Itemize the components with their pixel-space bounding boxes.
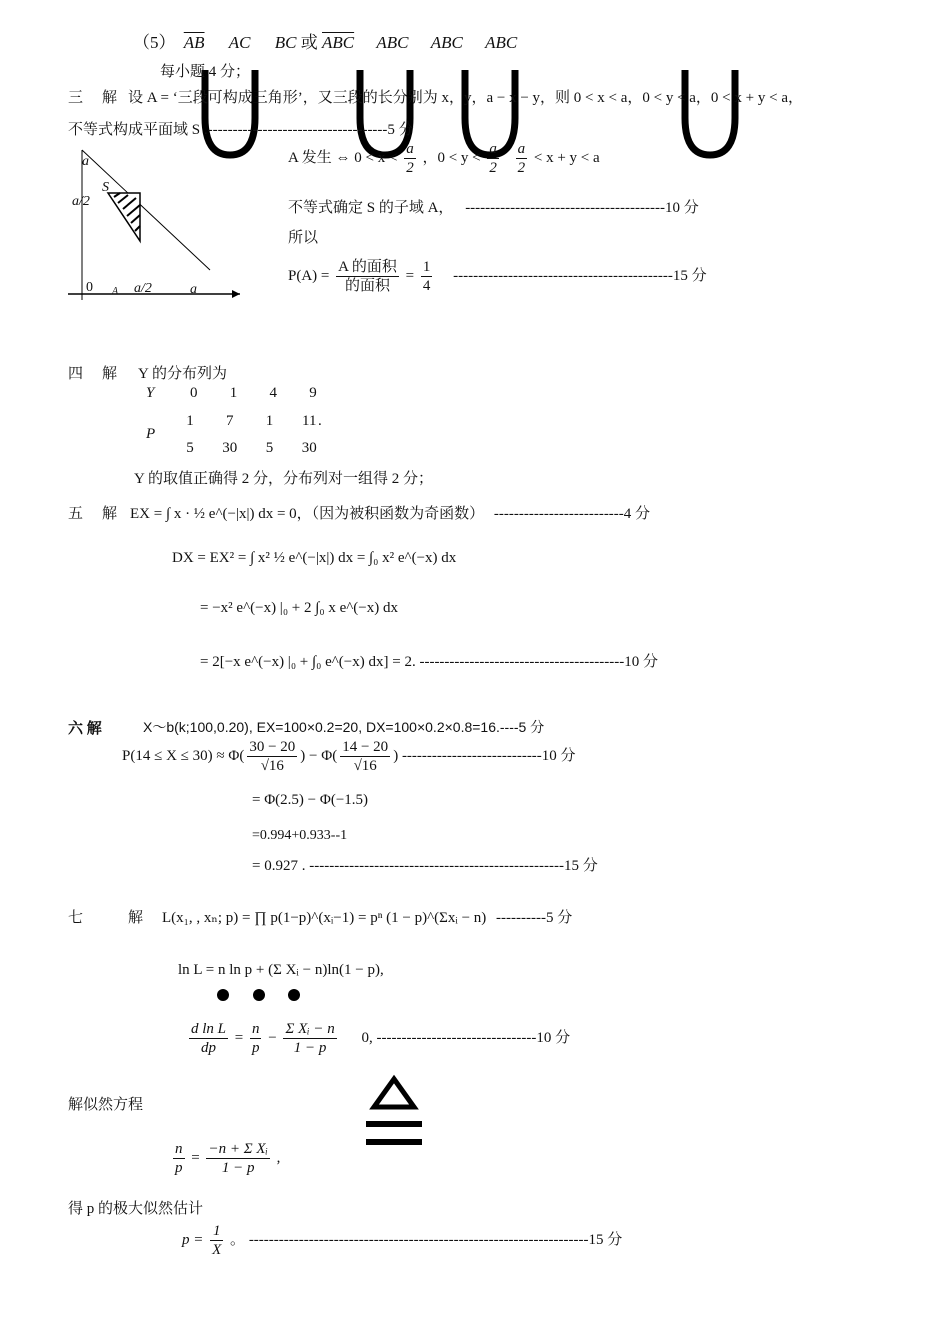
fig-y-a2: a/2: [72, 194, 90, 209]
dlnl-minus: −: [268, 1029, 277, 1046]
subdomain-text: 不等式确定 S 的子域 A，: [288, 200, 454, 216]
section3-jie: 解: [102, 90, 118, 106]
p-den-row: [172, 440, 327, 457]
subdomain-score: ----------------------------------------10 分: [465, 200, 699, 216]
normal-end: ): [393, 747, 399, 764]
p-num-row: [172, 413, 327, 430]
p-num: 7: [226, 413, 234, 429]
y-value: 0: [190, 385, 198, 401]
eq-comma: ,: [276, 1149, 281, 1166]
part5-num: （5）: [133, 33, 176, 52]
frac-num: a: [489, 141, 497, 157]
frac-num: 30 − 20: [249, 739, 296, 755]
frac-num: n: [251, 1021, 260, 1037]
frac-num: −n + Σ Xᵢ: [208, 1141, 268, 1157]
section7-line2: ln L = n ln p + (Σ Xᵢ − n)ln(1 − p),: [178, 962, 384, 978]
prob-num: A 的面积: [338, 259, 397, 275]
section7-line4: [170, 1140, 280, 1177]
part5-item: 或: [300, 33, 318, 52]
eq-rhs-frac: [206, 1140, 269, 1177]
cond-mid: ，0 < y <: [422, 149, 481, 166]
estimate-frac: [210, 1222, 223, 1259]
section3-probability: [288, 258, 707, 295]
prob-score: --------------------------------------------15 分: [453, 267, 707, 284]
prob-frac: [336, 258, 399, 295]
dx-result: = 2[−x e^(−x) |₀ + ∫₀ e^(−x) dx] = 2.: [200, 654, 416, 670]
n-over-p: [250, 1020, 262, 1057]
prob-eq: =: [405, 267, 415, 284]
frac-den: 2: [406, 160, 414, 176]
section7-num: 七: [68, 910, 84, 926]
estimate-dot: 。: [230, 1231, 246, 1248]
prob-val-num: 1: [422, 259, 431, 275]
section5-line2: DX = EX² = ∫ x² ½ e^(−|x|) dx = ∫₀ x² e^(−x) dx: [172, 550, 457, 566]
section7-jie-fangcheng: 解似然方程: [68, 1097, 144, 1113]
p-den: 30: [222, 440, 238, 456]
section3-line1: 设 A = ‘三段可构成三角形’，又三段的长分别为 x，y，a − x − y，则 0 < x < a，0 < y < a，0 < x + y < a，: [128, 90, 803, 106]
section3-subdomain: [288, 196, 699, 217]
p-label: P: [146, 426, 156, 442]
section3-suoyi: 所以: [288, 230, 319, 246]
section5-line4: [200, 650, 658, 671]
bullet-dots: [210, 985, 310, 1005]
dlnl-eq: =: [234, 1029, 244, 1046]
prob-lhs: P(A) =: [288, 267, 330, 284]
p-num: 1: [186, 413, 194, 429]
sum-frac: [283, 1020, 336, 1057]
frac-num: a: [517, 141, 526, 157]
section3-line2: [68, 118, 414, 139]
y-value: 1: [229, 385, 238, 401]
section7-line1: [162, 906, 572, 927]
p-den: 5: [186, 440, 194, 456]
estimate-score: --------------------------------------------------------------------15 分: [248, 1231, 623, 1248]
frac-num: n: [175, 1141, 183, 1157]
frac-num: 1: [210, 1222, 223, 1241]
section5-line1: [130, 502, 650, 523]
eq-lhs-frac: [173, 1140, 185, 1177]
y-row: [146, 385, 331, 402]
section5-num: 五: [68, 506, 84, 522]
fig-s-label: S: [102, 180, 109, 195]
normal-frac-1: [247, 738, 297, 775]
dlnl-den: dp: [201, 1040, 216, 1056]
eq-sign: =: [191, 1149, 200, 1166]
cond-frac-1: [404, 140, 416, 177]
p-num: 1: [265, 413, 274, 429]
p-den: 5: [265, 440, 274, 456]
normal-lhs: P(14 ≤ X ≤ 30) ≈ Φ(: [122, 747, 245, 764]
normal-mid: ) − Φ(: [300, 747, 338, 764]
cond-end: < x + y < a: [533, 149, 600, 166]
section6-line1: X～b(k;100,0.20), EX=100×0.2=20, DX=100×0.2×0.8=16.----5 分: [143, 719, 545, 735]
part5-item: $\overline{AB}$: [183, 33, 205, 52]
part5-item: ABC: [485, 33, 518, 52]
dx-score: -----------------------------------------10 分: [419, 654, 659, 670]
section4-intro: Y 的分布列为: [138, 366, 228, 382]
part5-item: $\overline{ABC}$: [322, 33, 355, 52]
part5-item: BC: [274, 33, 297, 52]
frac-den: √16: [353, 758, 377, 774]
fig-x-0: 0: [86, 280, 93, 295]
likelihood-score: ----------5 分: [496, 910, 573, 926]
prob-den: 的面积: [345, 278, 391, 294]
section7-jie: 解: [128, 910, 144, 926]
part5-line: [133, 28, 517, 53]
section6-num: 六 解: [68, 721, 102, 737]
y-value: 4: [269, 385, 277, 401]
part5-item: ABC: [376, 33, 409, 52]
dist-period: .: [318, 413, 322, 429]
cond-frac-3: [516, 140, 528, 177]
part5-item: ABC: [430, 33, 463, 52]
section5-jie: 解: [102, 506, 118, 522]
frac-den: p: [175, 1160, 183, 1176]
section3-line2-score: ------------------------------------5 分: [207, 122, 414, 138]
part5-item: AC: [228, 33, 251, 52]
frac-num: 14 − 20: [342, 739, 389, 755]
dlnl-num: d ln L: [191, 1021, 227, 1037]
ex-score: --------------------------4 分: [493, 506, 651, 522]
sum-num: Σ Xᵢ − n: [285, 1021, 335, 1037]
section3-line2-text: 不等式构成平面域 S .: [68, 122, 208, 138]
sum-den: 1 − p: [293, 1040, 327, 1056]
section4-num: 四: [68, 366, 84, 382]
p-num: 11: [302, 413, 317, 429]
part5-score-note: 每小题 4 分；: [160, 64, 251, 80]
y-value: 9: [309, 385, 317, 401]
section3-num: 三: [68, 90, 84, 106]
section4-jie: 解: [102, 366, 118, 382]
normal-result: = 0.927 .: [252, 858, 306, 874]
prob-val-den: 4: [422, 278, 431, 294]
cond-frac-2: [487, 140, 499, 177]
prob-val-frac: [421, 258, 433, 295]
section7-line3: [186, 1020, 570, 1057]
section5-line3: = −x² e^(−x) |₀ + 2 ∫₀ x e^(−x) dx: [200, 600, 398, 616]
frac-den: X: [212, 1242, 222, 1258]
dlnl-frac: [189, 1020, 228, 1057]
likelihood-formula: L(x₁, , xₙ; p) = ∏ p(1−p)^(xᵢ−1) = pⁿ (1 − p)^(Σxᵢ − n): [162, 910, 487, 926]
section6-line4: =0.994+0.933--1: [252, 828, 348, 843]
section6-line3: = Φ(2.5) − Φ(−1.5): [252, 792, 369, 808]
fig-y-a: a: [82, 154, 89, 169]
section3-condition: [288, 140, 600, 177]
frac-den: 2: [489, 160, 497, 176]
section6-line2: [122, 738, 576, 775]
frac-den: 1 − p: [221, 1160, 255, 1176]
normal-result-score: ---------------------------------------------------15 分: [309, 858, 598, 874]
normal-score: ----------------------------10 分: [401, 747, 576, 764]
frac-den: 2: [517, 160, 526, 176]
y-label: Y: [146, 385, 155, 401]
fig-x-A: A: [112, 286, 119, 297]
fig-x-a2: a/2: [134, 281, 152, 296]
cond-prefix: A 发生 ⇔ 0 < x <: [288, 149, 398, 166]
ex-formula: EX = ∫ x · ½ e^(−|x|) dx = 0，（因为被积函数为奇函数）: [130, 506, 485, 522]
section6-line5: [252, 854, 598, 875]
dlnl-zero: 0,: [361, 1029, 373, 1046]
section4-note: Y 的取值正确得 2 分，分布列对一组得 2 分；: [134, 471, 434, 487]
p-den: 30: [301, 440, 317, 456]
fig-x-a: a: [190, 282, 197, 297]
estimate-lhs: p =: [182, 1231, 204, 1248]
dlnl-score: --------------------------------10 分: [376, 1029, 571, 1046]
frac-num: a: [406, 141, 414, 157]
section7-line5: [182, 1222, 622, 1259]
normal-frac-2: [340, 738, 390, 775]
defined-equal-icon: [362, 1073, 426, 1153]
frac-den: √16: [260, 758, 284, 774]
frac-den: p: [251, 1040, 260, 1056]
section7-result-text: 得 p 的极大似然估计: [68, 1201, 204, 1217]
